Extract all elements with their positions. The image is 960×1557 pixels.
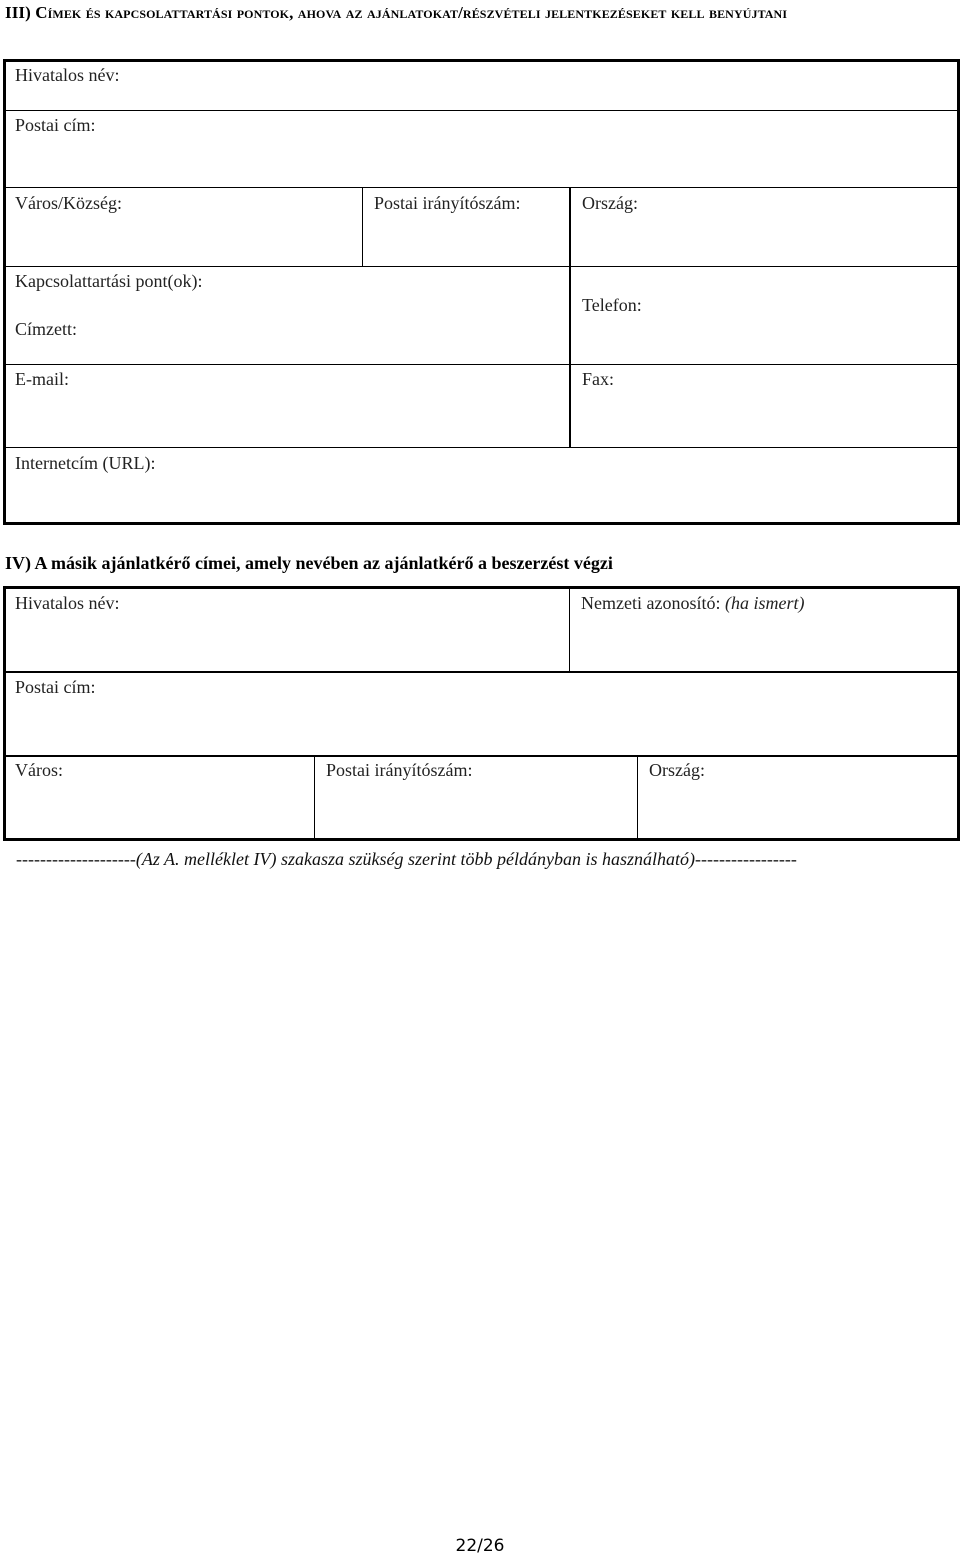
phone-field: Telefon: (582, 295, 642, 315)
iv-national-id-label: Nemzeti azonosító: (581, 593, 721, 613)
postal-code-field: Postai irányítószám: (374, 193, 521, 213)
iv-postal-address-field: Postai cím: (15, 677, 96, 697)
email-field: E-mail: (15, 369, 69, 389)
iv-national-id-note: (ha ismert) (724, 593, 805, 613)
url-field: Internetcím (URL): (15, 453, 156, 473)
annex-usage-note (16, 848, 946, 870)
recipient-field: Címzett: (15, 319, 77, 339)
note-dashes-left: -------------------- (16, 849, 136, 869)
note-dashes-right: ----------------- (695, 849, 797, 869)
city-field: Város/Község: (15, 193, 122, 213)
official-name-field: Hivatalos név: (15, 65, 120, 85)
iv-country-field: Ország: (649, 760, 705, 780)
section-iv-form (3, 586, 960, 841)
postal-address-field: Postai cím: (15, 115, 96, 135)
country-field: Ország: (582, 193, 638, 213)
fax-field: Fax: (582, 369, 615, 389)
section-iv-title: IV) A másik ajánlatkérő címei, amely nevében az ajánlatkérő a beszerzést végzi (5, 553, 613, 573)
page-number: 22/26 (455, 1536, 505, 1556)
iv-postal-code-field: Postai irányítószám: (326, 760, 473, 780)
section-iii-title: III) Címek és kapcsolattartási pontok, ahova az ajánlatokat/részvételi jelentkezéseket kell benyújtani (5, 3, 788, 22)
iv-city-field: Város: (15, 760, 63, 780)
contact-points-label: Kapcsolattartási pont(ok): (15, 271, 203, 291)
note-text: (Az A. melléklet IV) szakasza szükség szerint több példányban is használható) (135, 849, 695, 869)
iv-national-id-field (581, 592, 804, 614)
iv-official-name-field: Hivatalos név: (15, 593, 120, 613)
